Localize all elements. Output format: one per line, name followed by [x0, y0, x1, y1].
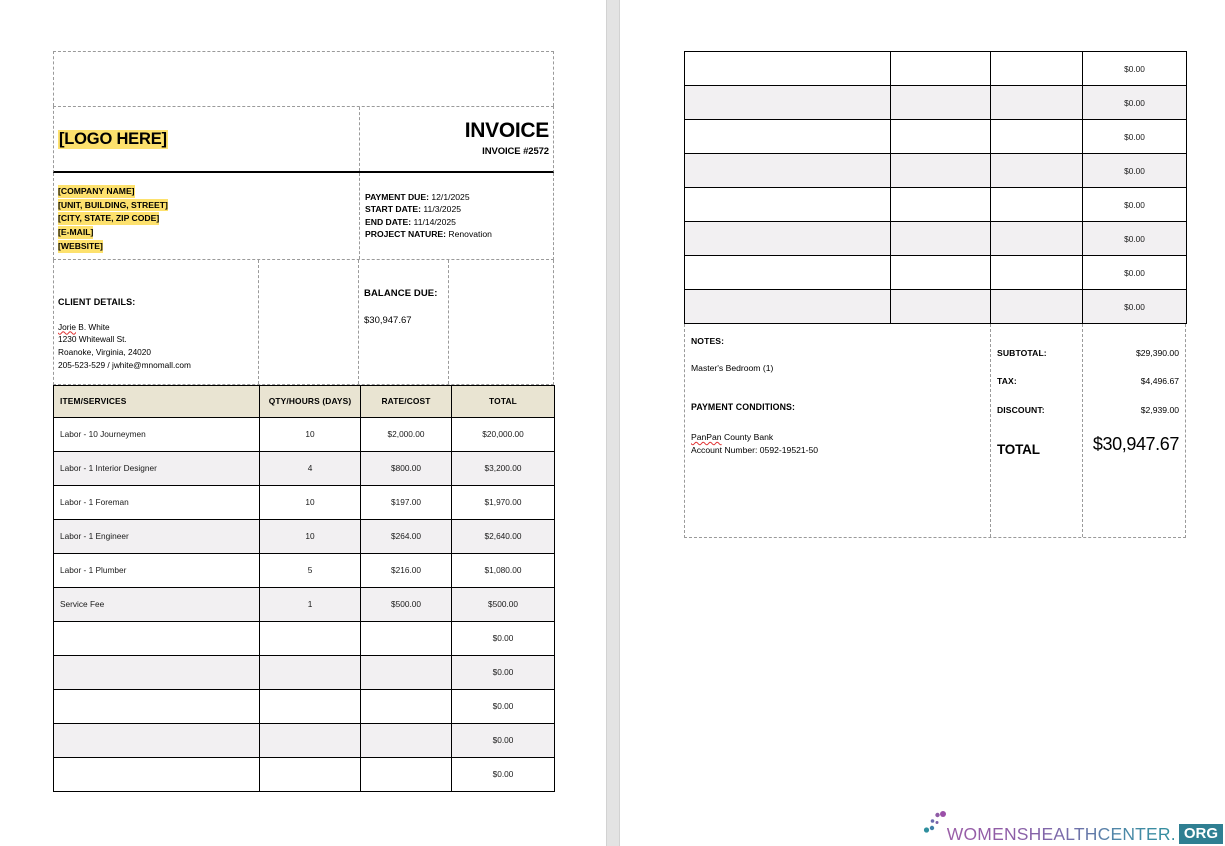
- total-value: $30,947.67: [1092, 434, 1179, 454]
- cell-item[interactable]: [685, 86, 891, 120]
- table-row[interactable]: [685, 52, 1187, 86]
- cell-item[interactable]: Labor - 1 Plumber: [54, 553, 260, 587]
- table-row[interactable]: [54, 587, 555, 621]
- cell-qty[interactable]: [891, 222, 991, 256]
- subtotal-value: $29,390.00: [1135, 348, 1179, 358]
- watermark-org-badge: ORG: [1179, 824, 1223, 844]
- end-date-label: END DATE:: [365, 216, 412, 227]
- table-row[interactable]: [685, 290, 1187, 324]
- cell-qty[interactable]: [891, 86, 991, 120]
- summary-values-cell: [1083, 324, 1185, 537]
- discount-value: $2,939.00: [1140, 405, 1179, 415]
- watermark-site-name: WOMENSHEALTHCENTER.: [946, 824, 1176, 844]
- balance-due-label: BALANCE DUE:: [364, 287, 438, 299]
- cell-qty[interactable]: 10: [260, 519, 361, 553]
- cell-item[interactable]: Service Fee: [54, 587, 260, 621]
- company-street: [UNIT, BUILDING, STREET]: [58, 199, 168, 210]
- end-date-value: 11/14/2025: [413, 216, 456, 227]
- cell-total[interactable]: $0.00: [452, 723, 555, 757]
- cell-total[interactable]: $0.00: [1083, 154, 1187, 188]
- client-first-name: Jorie: [58, 321, 76, 332]
- client-spacer-cell: [259, 260, 359, 384]
- bank-account-number: Account Number: 0592-19521-50: [691, 444, 819, 455]
- balance-spacer-cell: [449, 260, 553, 384]
- table-row[interactable]: [54, 417, 555, 451]
- cell-total[interactable]: $500.00: [452, 587, 555, 621]
- start-date-label: START DATE:: [365, 204, 422, 215]
- table-row[interactable]: [54, 621, 555, 655]
- cell-rate[interactable]: [991, 290, 1083, 324]
- summary-section: [684, 324, 1186, 538]
- page-divider: [606, 0, 620, 846]
- client-details-cell: [54, 260, 259, 384]
- client-contact: 205-523-529 / jwhite@mnomall.com: [58, 359, 191, 370]
- cell-rate[interactable]: [361, 689, 452, 723]
- items-table: [53, 385, 555, 792]
- total-label: TOTAL: [997, 442, 1040, 457]
- start-date-value: 11/3/2025: [423, 204, 461, 215]
- page-title: INVOICE: [464, 119, 549, 142]
- client-balance-row: [53, 260, 554, 385]
- start-date-row: [365, 203, 549, 215]
- items-table-continued: [684, 51, 1187, 324]
- company-website: [WEBSITE]: [58, 240, 103, 251]
- cell-item[interactable]: [685, 120, 891, 154]
- bank-name-rest: County Bank: [721, 432, 774, 442]
- cell-rate[interactable]: [361, 757, 452, 791]
- cell-total[interactable]: $0.00: [452, 655, 555, 689]
- invoice-title-cell: [360, 107, 553, 171]
- payment-conditions-heading: PAYMENT CONDITIONS:: [691, 402, 796, 412]
- cell-item[interactable]: [685, 256, 891, 290]
- cell-qty[interactable]: 10: [260, 485, 361, 519]
- balance-due-cell: [359, 260, 449, 384]
- table-row[interactable]: [54, 519, 555, 553]
- invoice-page-left: [53, 51, 554, 792]
- tax-value: $4,496.67: [1140, 376, 1179, 386]
- subtotal-label: SUBTOTAL:: [997, 348, 1047, 358]
- cell-rate[interactable]: [991, 222, 1083, 256]
- client-address-2: Roanoke, Virginia, 24020: [58, 347, 152, 358]
- logo-placeholder: [LOGO HERE]: [59, 129, 167, 148]
- cell-rate[interactable]: [991, 256, 1083, 290]
- cell-rate[interactable]: $216.00: [361, 553, 452, 587]
- cell-item[interactable]: [54, 689, 260, 723]
- table-row[interactable]: [54, 655, 555, 689]
- cell-qty[interactable]: [260, 757, 361, 791]
- cell-rate[interactable]: [991, 154, 1083, 188]
- cell-item[interactable]: [54, 723, 260, 757]
- cell-rate[interactable]: $197.00: [361, 485, 452, 519]
- table-row[interactable]: [54, 689, 555, 723]
- bank-name-line: [691, 431, 984, 444]
- project-nature-label: PROJECT NATURE:: [365, 229, 447, 240]
- cell-item[interactable]: Labor - 1 Interior Designer: [54, 451, 260, 485]
- project-nature-value: Renovation: [448, 229, 492, 240]
- cell-item[interactable]: Labor - 10 Journeymen: [54, 417, 260, 451]
- cell-total[interactable]: $1,970.00: [452, 485, 555, 519]
- cell-qty[interactable]: [891, 120, 991, 154]
- cell-total[interactable]: $20,000.00: [452, 417, 555, 451]
- invoice-number: INVOICE #2572: [482, 146, 549, 157]
- table-row[interactable]: [685, 86, 1187, 120]
- invoice-page-right: [684, 51, 1186, 538]
- cell-qty[interactable]: [891, 188, 991, 222]
- payment-due-label: PAYMENT DUE:: [365, 192, 429, 202]
- table-row[interactable]: [685, 256, 1187, 290]
- table-row[interactable]: [54, 553, 555, 587]
- end-date-row: [365, 216, 549, 228]
- logo-invoice-row: [53, 106, 554, 173]
- cell-rate[interactable]: [991, 188, 1083, 222]
- logo-cell: [54, 107, 360, 171]
- cell-total[interactable]: $0.00: [1083, 120, 1187, 154]
- discount-label: DISCOUNT:: [997, 405, 1045, 415]
- client-address-1: 1230 Whitewall St.: [58, 334, 127, 345]
- cell-total[interactable]: $3,200.00: [452, 451, 555, 485]
- notes-text: Master's Bedroom (1): [691, 363, 774, 373]
- cell-rate[interactable]: [991, 52, 1083, 86]
- cell-item[interactable]: [685, 290, 891, 324]
- cell-rate[interactable]: $800.00: [361, 451, 452, 485]
- summary-labels-cell: [991, 324, 1083, 537]
- notes-cell: [685, 324, 991, 537]
- table-row[interactable]: [54, 485, 555, 519]
- cell-qty[interactable]: [260, 655, 361, 689]
- cell-item[interactable]: [685, 188, 891, 222]
- cell-total[interactable]: $0.00: [1083, 188, 1187, 222]
- cell-rate[interactable]: $2,000.00: [361, 417, 452, 451]
- cell-qty[interactable]: 1: [260, 587, 361, 621]
- cell-rate[interactable]: $264.00: [361, 519, 452, 553]
- cell-item[interactable]: [54, 621, 260, 655]
- cell-rate[interactable]: [991, 120, 1083, 154]
- cell-item[interactable]: [54, 757, 260, 791]
- cell-qty[interactable]: 5: [260, 553, 361, 587]
- cell-item[interactable]: [685, 52, 891, 86]
- cell-total[interactable]: $0.00: [452, 689, 555, 723]
- cell-total[interactable]: $0.00: [1083, 222, 1187, 256]
- cell-rate[interactable]: [361, 655, 452, 689]
- cell-qty[interactable]: [891, 154, 991, 188]
- cell-qty[interactable]: 4: [260, 451, 361, 485]
- cell-total[interactable]: $2,640.00: [452, 519, 555, 553]
- col-header-total: TOTAL: [452, 385, 555, 417]
- cell-qty[interactable]: [260, 689, 361, 723]
- col-header-rate: RATE/COST: [361, 385, 452, 417]
- table-row[interactable]: [54, 757, 555, 791]
- cell-total[interactable]: $0.00: [452, 757, 555, 791]
- cell-qty[interactable]: [891, 256, 991, 290]
- cell-rate[interactable]: [361, 723, 452, 757]
- cell-total[interactable]: $0.00: [1083, 290, 1187, 324]
- payment-conditions-text: [691, 431, 984, 456]
- site-watermark: [923, 804, 1223, 844]
- col-header-qty: QTY/HOURS (DAYS): [260, 385, 361, 417]
- client-details-heading: CLIENT DETAILS:: [58, 296, 136, 307]
- cell-total[interactable]: $0.00: [1083, 256, 1187, 290]
- payment-due-row: [365, 191, 549, 203]
- company-block: [54, 173, 360, 259]
- cell-total[interactable]: $0.00: [452, 621, 555, 655]
- cell-qty[interactable]: [891, 52, 991, 86]
- col-header-item: ITEM/SERVICES: [54, 385, 260, 417]
- company-name: [COMPANY NAME]: [58, 186, 135, 196]
- client-last-name: B. White: [75, 321, 110, 332]
- cell-item[interactable]: [685, 222, 891, 256]
- cell-item[interactable]: Labor - 1 Engineer: [54, 519, 260, 553]
- cell-item[interactable]: [685, 154, 891, 188]
- payment-due-value: 12/1/2025: [431, 192, 470, 202]
- company-dates-row: [53, 173, 554, 260]
- cell-qty[interactable]: [260, 621, 361, 655]
- balance-due-amount: $30,947.67: [364, 314, 412, 326]
- dates-block: [360, 173, 553, 259]
- cell-item[interactable]: [54, 655, 260, 689]
- project-nature-row: [365, 228, 549, 240]
- cell-item[interactable]: Labor - 1 Foreman: [54, 485, 260, 519]
- notes-heading: NOTES:: [691, 336, 725, 346]
- table-row[interactable]: [54, 723, 555, 757]
- cell-total[interactable]: $1,080.00: [452, 553, 555, 587]
- client-name: [58, 321, 254, 334]
- company-email: [E-MAIL]: [58, 227, 94, 238]
- dots-logo-icon: [923, 808, 947, 842]
- cell-rate[interactable]: [361, 621, 452, 655]
- header-blank-box: [53, 51, 554, 106]
- cell-total[interactable]: $0.00: [1083, 52, 1187, 86]
- company-city: [CITY, STATE, ZIP CODE]: [58, 213, 160, 224]
- table-row[interactable]: [685, 154, 1187, 188]
- cell-qty[interactable]: [260, 723, 361, 757]
- tax-label: TAX:: [997, 376, 1017, 386]
- table-row[interactable]: [685, 188, 1187, 222]
- bank-name: PanPan: [691, 432, 722, 442]
- cell-rate[interactable]: $500.00: [361, 587, 452, 621]
- table-row[interactable]: [54, 451, 555, 485]
- items-table-header-row: [54, 385, 555, 417]
- table-row[interactable]: [685, 120, 1187, 154]
- cell-total[interactable]: $0.00: [1083, 86, 1187, 120]
- cell-qty[interactable]: 10: [260, 417, 361, 451]
- cell-rate[interactable]: [991, 86, 1083, 120]
- table-row[interactable]: [685, 222, 1187, 256]
- cell-qty[interactable]: [891, 290, 991, 324]
